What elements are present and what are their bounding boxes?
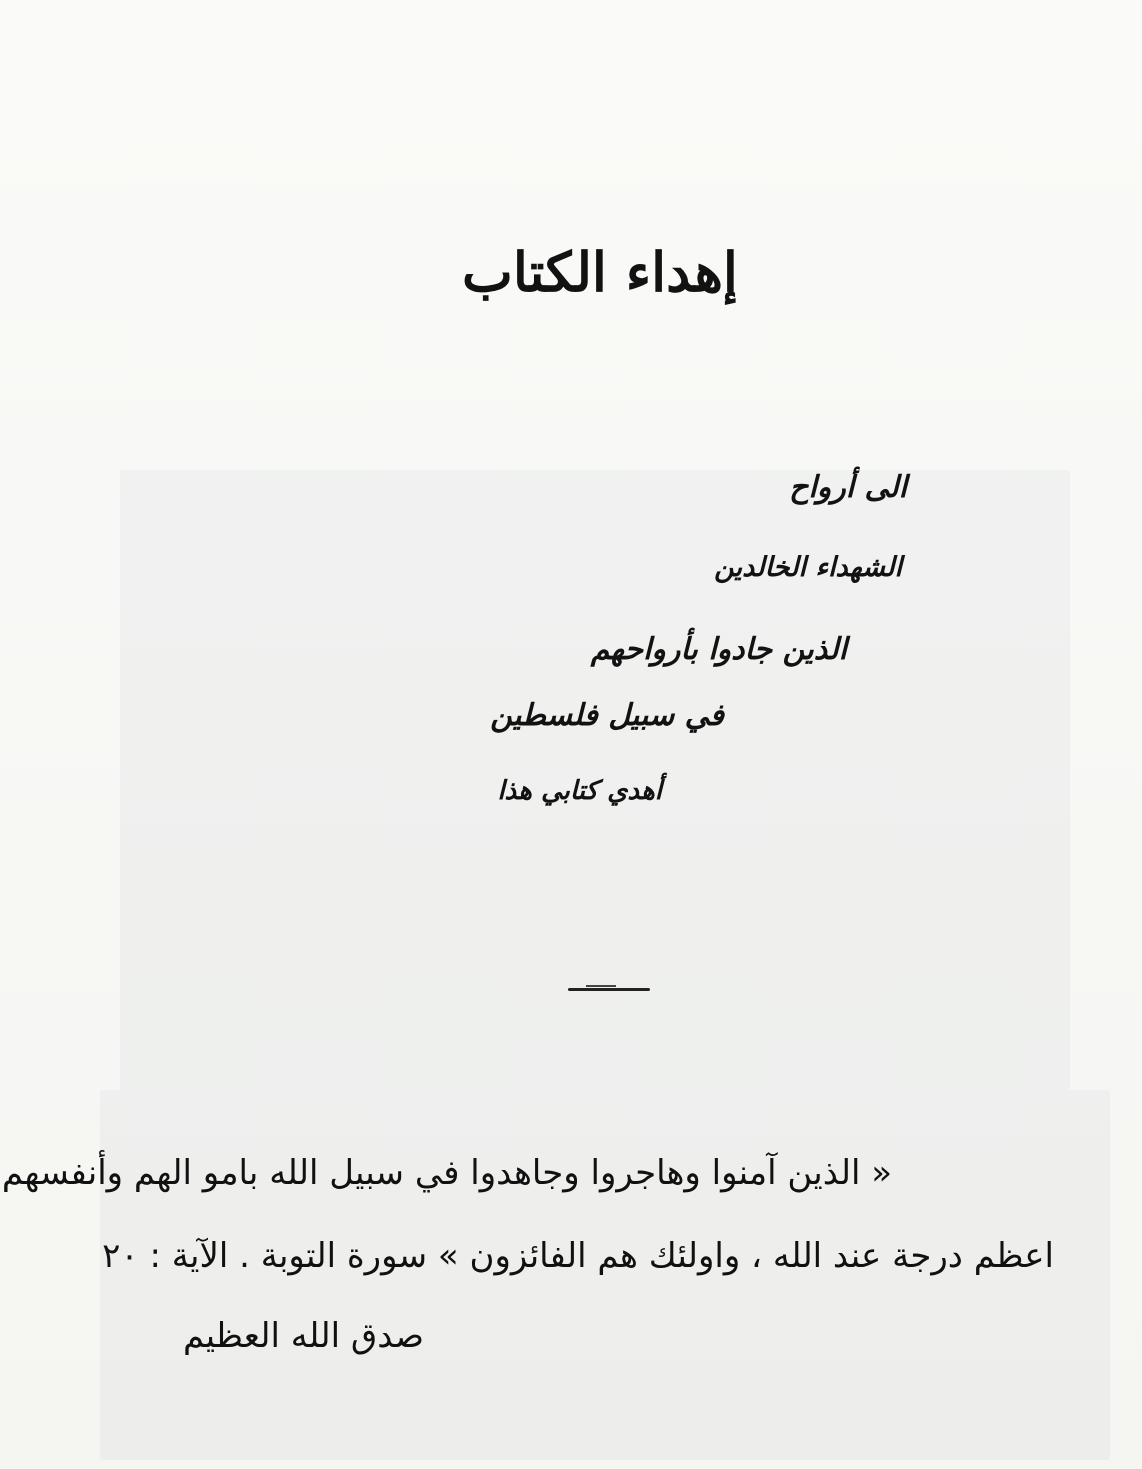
dedication-line-4: في سبيل فلسطين [490,698,724,733]
page-title: إهداء الكتاب [462,240,738,304]
verse-line-1: « الذين آمنوا وهاجروا وجاهدوا في سبيل الله بامو الهم وأنفسهم [1,1153,892,1193]
verse-line-2: اعظم درجة عند الله ، واولئك هم الفائزون » سورة التوبة . الآية : ٢٠ [102,1236,1054,1276]
dedication-line-3: الذين جادوا بأرواحهم [590,632,847,667]
dedication-line-1: الى أرواح [789,470,907,505]
verse-line-3: صدق الله العظيم [183,1316,424,1356]
dedication-line-5: أهدي كتابي هذا [497,776,662,806]
section-divider [568,988,650,991]
dedication-line-2: الشهداء الخالدين [714,552,902,583]
